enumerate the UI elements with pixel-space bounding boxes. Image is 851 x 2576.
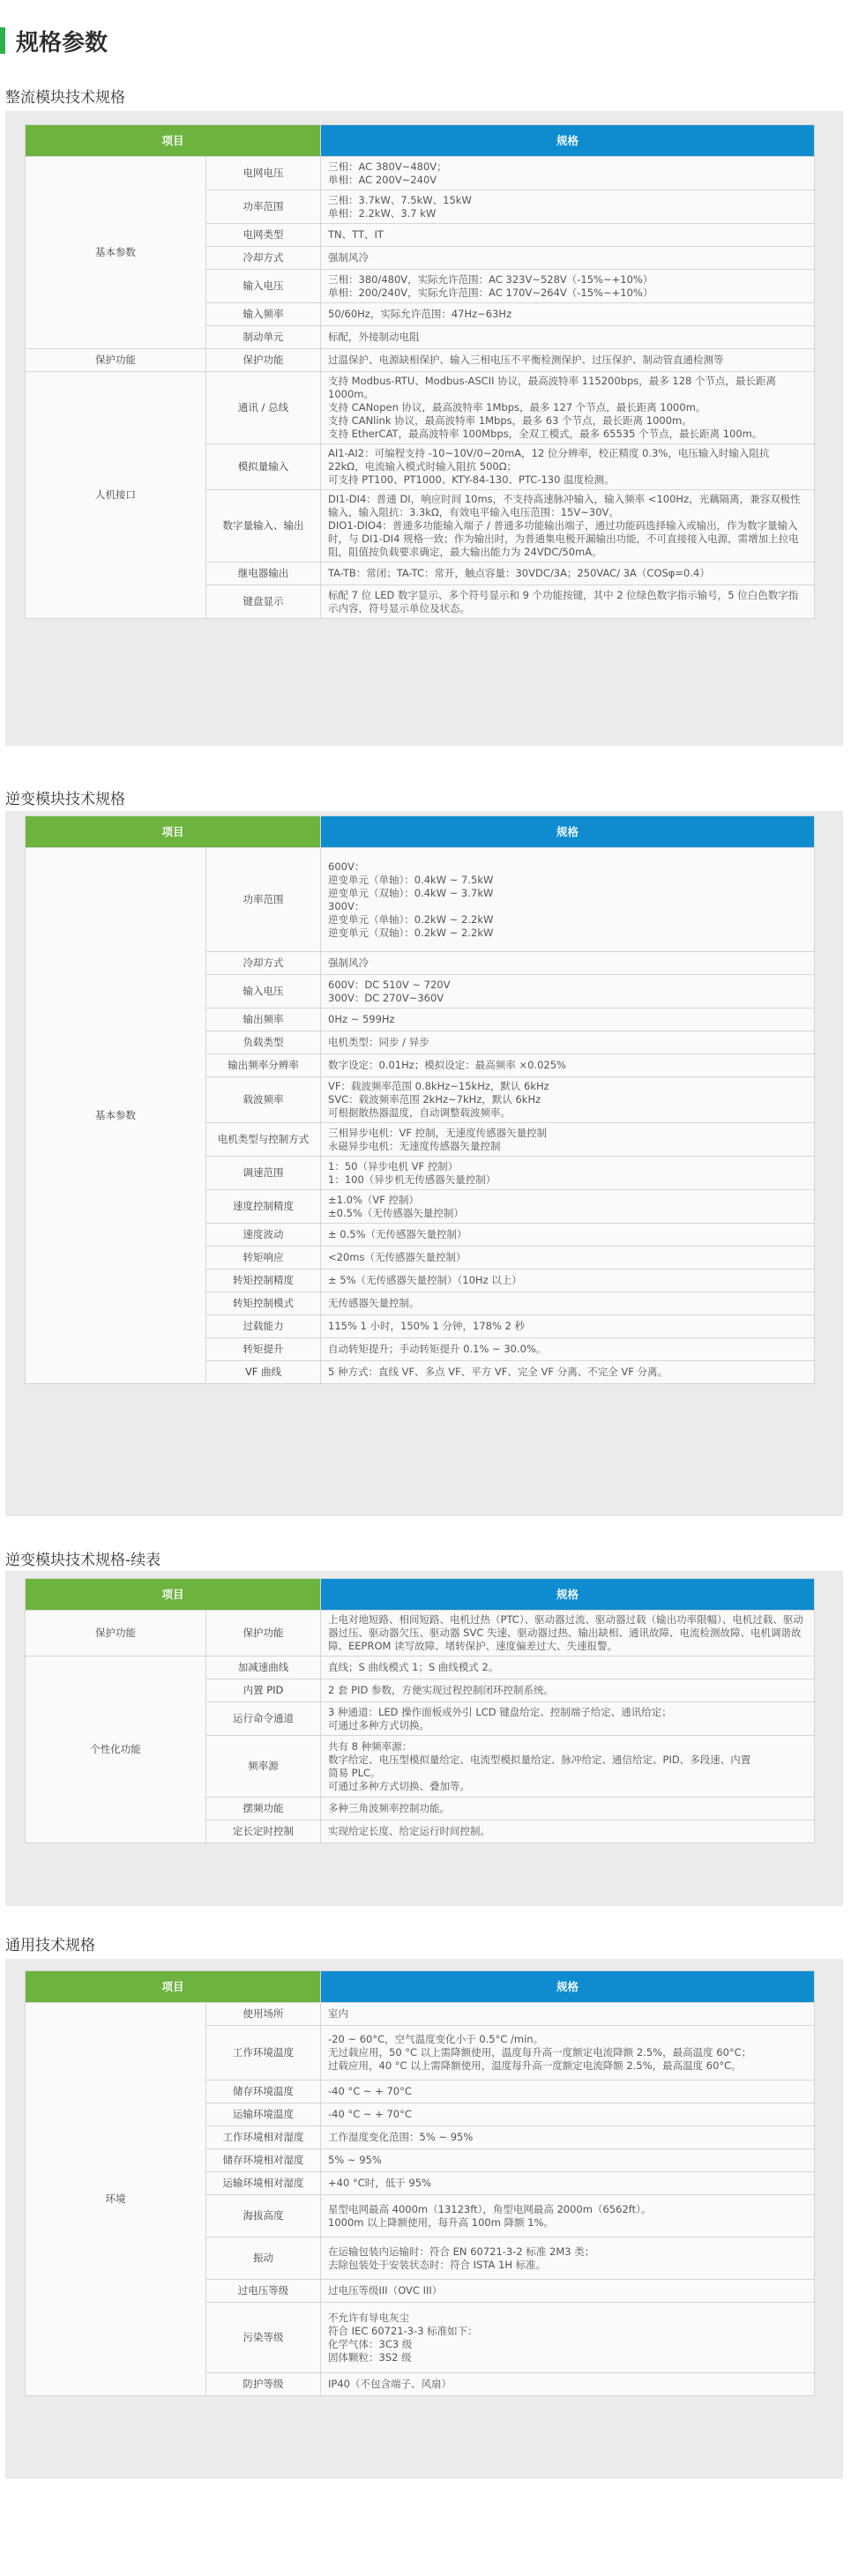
row-spec: ±1.0%（VF 控制） ±0.5%（无传感器矢量控制） <box>321 1190 815 1224</box>
table-row <box>26 349 815 372</box>
header-spec: 规格 <box>321 1579 815 1611</box>
row-item: 海拔高度 <box>206 2195 321 2237</box>
section-title-inverter: 逆变模块技术规格 <box>5 791 125 808</box>
row-item: 转矩控制精度 <box>206 1269 321 1292</box>
row-spec: 室内 <box>321 2003 815 2026</box>
table-header-row <box>26 1579 815 1611</box>
row-item: 通讯 / 总线 <box>206 372 321 444</box>
row-item: 输入频率 <box>206 303 321 326</box>
table-header-row <box>26 816 815 848</box>
group-label: 环境 <box>26 2003 206 2396</box>
group-label: 基本参数 <box>26 157 206 349</box>
row-item: 速度波动 <box>206 1224 321 1247</box>
row-item: 冷却方式 <box>206 952 321 975</box>
row-spec: <20ms（无传感器矢量控制） <box>321 1247 815 1269</box>
row-item: 工作环境温度 <box>206 2026 321 2081</box>
row-spec: 2 套 PID 参数，方便实现过程控制闭环控制系统。 <box>321 1679 815 1702</box>
header-item: 项目 <box>26 1971 321 2003</box>
row-spec: -40 °C ~ + 70°C <box>321 2081 815 2103</box>
row-spec: VF：载波频率范围 0.8kHz~15kHz，默认 6kHz SVC：载波频率范围 2kHz~7kHz，默认 6kHz 可根据散热器温度，自动调整载波频率。 <box>321 1077 815 1123</box>
row-spec: +40 °C时，低于 95% <box>321 2172 815 2195</box>
row-spec: 电机类型：同步 / 异步 <box>321 1031 815 1054</box>
row-spec: IP40（不包含端子、风扇） <box>321 2373 815 2396</box>
row-item: 使用场所 <box>206 2003 321 2026</box>
group-label: 个性化功能 <box>26 1657 206 1843</box>
row-spec: 不允许有导电灰尘 符合 IEC 60721-3-3 标准如下： 化学气体：3C3 级 固体颗粒：3S2 级 <box>321 2303 815 2373</box>
row-spec: 数字设定：0.01Hz；模拟设定：最高频率 ×0.025% <box>321 1054 815 1077</box>
row-item: 防护等级 <box>206 2373 321 2396</box>
row-spec: 工作湿度变化范围：5% ~ 95% <box>321 2126 815 2149</box>
row-item: 工作环境相对湿度 <box>206 2126 321 2149</box>
row-item: 转矩提升 <box>206 1338 321 1361</box>
row-item: 运行命令通道 <box>206 1702 321 1736</box>
row-spec: 三相：AC 380V~480V； 单相：AC 200V~240V <box>321 157 815 190</box>
group-label: 保护功能 <box>26 1611 206 1657</box>
row-item: 运输环境相对湿度 <box>206 2172 321 2195</box>
row-item: 储存环境相对湿度 <box>206 2149 321 2172</box>
row-item: 继电器输出 <box>206 562 321 585</box>
section-title-general: 通用技术规格 <box>5 1937 95 1954</box>
row-item: 加减速曲线 <box>206 1657 321 1679</box>
table-row <box>26 157 815 190</box>
header-item: 项目 <box>26 816 321 848</box>
row-spec: 上电对地短路、相间短路、电机过热（PTC）、驱动器过流、驱动器过载（输出功率限幅）、电机过载、驱动器过压、驱动器欠压、驱动器 SVC 失速、驱动器过热、输出缺相、通讯故障、电流检测故障、电机调谐故障、EEPROM 读写故障、堵转保护、速度偏差过大、失速报警。 <box>321 1611 815 1657</box>
row-item: 频率源 <box>206 1736 321 1798</box>
row-item: 保护功能 <box>206 1611 321 1657</box>
page-title <box>0 25 108 56</box>
row-item: 负载类型 <box>206 1031 321 1054</box>
row-spec: 多种三角波频率控制功能。 <box>321 1798 815 1820</box>
row-spec: 115% 1 小时，150% 1 分钟，178% 2 秒 <box>321 1315 815 1338</box>
row-spec: 三相：380/480V，实际允许范围：AC 323V~528V（-15%~+10%） 单相：200/240V，实际允许范围：AC 170V~264V（-15%~+10%） <box>321 270 815 303</box>
row-item: VF 曲线 <box>206 1361 321 1384</box>
row-item: 转矩控制模式 <box>206 1292 321 1315</box>
row-spec: ± 5%（无传感器矢量控制）（10Hz 以上） <box>321 1269 815 1292</box>
row-item: 保护功能 <box>206 349 321 372</box>
row-spec: 过电压等级III（OVC III） <box>321 2280 815 2303</box>
row-item: 输入电压 <box>206 975 321 1009</box>
row-item: 输出频率分辨率 <box>206 1054 321 1077</box>
row-item: 内置 PID <box>206 1679 321 1702</box>
rectifier-spec-table <box>25 124 815 619</box>
row-spec: 过温保护、电源缺相保护、输入三相电压不平衡检测保护、过压保护、制动管直通检测等 <box>321 349 815 372</box>
header-item: 项目 <box>26 125 321 157</box>
table-header-row <box>26 1971 815 2003</box>
group-label: 人机接口 <box>26 372 206 619</box>
row-spec: 强制风冷 <box>321 247 815 270</box>
row-item: 键盘显示 <box>206 585 321 619</box>
general-spec-table <box>25 1970 815 2396</box>
row-item: 振动 <box>206 2237 321 2280</box>
table-row <box>26 848 815 952</box>
row-spec: 1：50（异步电机 VF 控制） 1：100（异步机无传感器矢量控制） <box>321 1157 815 1190</box>
row-spec: 50/60Hz，实际允许范围：47Hz~63Hz <box>321 303 815 326</box>
table-row <box>26 1657 815 1679</box>
row-spec: 共有 8 种频率源： 数字给定、电压型模拟量给定、电流型模拟量给定、脉冲给定、通信给定、PID、多段速、内置 简易 PLC。 可通过多种方式切换、叠加等。 <box>321 1736 815 1798</box>
row-item: 储存环境温度 <box>206 2081 321 2103</box>
row-spec: 3 种通道：LED 操作面板或外引 LCD 键盘给定、控制端子给定、通讯给定； 可通过多种方式切换。 <box>321 1702 815 1736</box>
row-item: 输出频率 <box>206 1009 321 1031</box>
inverter-continued-spec-table <box>25 1578 815 1843</box>
page-title-text: 规格参数 <box>16 29 108 56</box>
header-item: 项目 <box>26 1579 321 1611</box>
row-spec: TN、TT、IT <box>321 224 815 247</box>
row-item: 数字量输入、输出 <box>206 490 321 562</box>
row-spec: 三相：3.7kW、7.5kW、15kW 单相：2.2kW、3.7 kW <box>321 190 815 224</box>
row-spec: 三相异步电机：VF 控制，无速度传感器矢量控制 永磁异步电机：无速度传感器矢量控制 <box>321 1123 815 1157</box>
row-item: 电网电压 <box>206 157 321 190</box>
row-item: 调速范围 <box>206 1157 321 1190</box>
section-title-inverter-continued: 逆变模块技术规格-续表 <box>5 1552 161 1569</box>
row-spec: DI1-DI4：普通 DI，响应时间 10ms，不支持高速脉冲输入，输入频率 <100Hz，光藕隔离，兼容双极性输入，输入阻抗：3.3kΩ，有效电平输入电压范围：15V~30V。 DIO1-DIO4：普通多功能输入端子 / 普通多功能输出端子，通过功能码选择输入或输出，作为数字量输入时，与 DI1-DI4 规格一致；作为输出时，为普通集电极开漏输出功能，不可直接接入电源，需增加上拉电阻，阻值按负载要求确定，最大输出能力为 24VDC/50mA。 <box>321 490 815 562</box>
row-spec: 自动转矩提升；手动转矩提升 0.1% ~ 30.0%。 <box>321 1338 815 1361</box>
row-item: 污染等级 <box>206 2303 321 2373</box>
header-spec: 规格 <box>321 1971 815 2003</box>
row-item: 制动单元 <box>206 326 321 349</box>
row-spec: ± 0.5%（无传感器矢量控制） <box>321 1224 815 1247</box>
row-spec: TA-TB：常闭；TA-TC：常开，触点容量：30VDC/3A；250VAC/ 3A（COSφ=0.4） <box>321 562 815 585</box>
header-spec: 规格 <box>321 125 815 157</box>
row-item: 电网类型 <box>206 224 321 247</box>
row-item: 运输环境温度 <box>206 2103 321 2126</box>
row-item: 功率范围 <box>206 848 321 952</box>
row-spec: 标配 7 位 LED 数字显示、多个符号显示和 9 个功能按键，其中 2 位绿色数字指示输号，5 位白色数字指示内容，符号显示单位及状态。 <box>321 585 815 619</box>
header-spec: 规格 <box>321 816 815 848</box>
row-item: 过电压等级 <box>206 2280 321 2303</box>
row-spec: 实现给定长度、给定运行时间控制。 <box>321 1820 815 1843</box>
row-item: 过载能力 <box>206 1315 321 1338</box>
row-spec: 支持 Modbus-RTU、Modbus-ASCII 协议，最高波特率 115200bps，最多 128 个节点，最长距离 1000m。 支持 CANopen 协议，最高波特率 1Mbps，最多 127 个节点，最长距离 1000m。 支持 CANlink 协议，最高波特率 1Mbps，最多 63 个节点，最长距离 1000m。 支持 EtherCAT，最高波特率 100Mbps，全双工模式，最多 65535 个节点，最长距离 100m。 <box>321 372 815 444</box>
row-item: 转矩响应 <box>206 1247 321 1269</box>
row-item: 输入电压 <box>206 270 321 303</box>
row-spec: 600V： 逆变单元（单轴）：0.4kW ~ 7.5kW 逆变单元（双轴）：0.4kW ~ 3.7kW 300V： 逆变单元（单轴）：0.2kW ~ 2.2kW 逆变单元（双轴）：0.2kW ~ 2.2kW <box>321 848 815 952</box>
row-spec: 星型电网最高 4000m（13123ft），角型电网最高 2000m（6562ft）。 1000m 以上降额使用，每升高 100m 降额 1%。 <box>321 2195 815 2237</box>
table-row <box>26 372 815 444</box>
row-item: 速度控制精度 <box>206 1190 321 1224</box>
row-spec: 5 种方式：直线 VF、多点 VF、平方 VF、完全 VF 分离、不完全 VF 分离。 <box>321 1361 815 1384</box>
row-item: 模拟量输入 <box>206 444 321 490</box>
row-spec: 在运输包装内运输时：符合 EN 60721-3-2 标准 2M3 类； 去除包装处于安装状态时：符合 ISTA 1H 标准。 <box>321 2237 815 2280</box>
row-spec: AI1-AI2：可编程支持 -10~10V/0~20mA，12 位分辨率，校正精度 0.3%，电压输入时输入阻抗 22kΩ，电流输入模式时输入阻抗 500Ω； 可支持 PT100、PT1000、KTY-84-130、PTC-130 温度检测。 <box>321 444 815 490</box>
row-spec: -40 °C ~ + 70°C <box>321 2103 815 2126</box>
row-item: 定长定时控制 <box>206 1820 321 1843</box>
group-label: 基本参数 <box>26 848 206 1384</box>
row-spec: -20 ~ 60°C，空气温度变化小于 0.5°C /min。 无过载应用，50 °C 以上需降额使用，温度每升高一度额定电流降额 2.5%，最高温度 60°C； 过载应用，40 °C 以上需降额使用，温度每升高一度额定电流降额 2.5%，最高温度 60°C。 <box>321 2026 815 2081</box>
row-spec: 600V：DC 510V ~ 720V 300V：DC 270V~360V <box>321 975 815 1009</box>
inverter-spec-table <box>25 815 815 1384</box>
group-label: 保护功能 <box>26 349 206 372</box>
row-spec: 标配，外接制动电阻 <box>321 326 815 349</box>
table-row <box>26 2003 815 2026</box>
row-item: 冷却方式 <box>206 247 321 270</box>
table-row <box>26 1611 815 1657</box>
row-item: 载波频率 <box>206 1077 321 1123</box>
row-spec: 无传感器矢量控制。 <box>321 1292 815 1315</box>
row-spec: 0Hz ~ 599Hz <box>321 1009 815 1031</box>
row-item: 摆频功能 <box>206 1798 321 1820</box>
row-item: 功率范围 <box>206 190 321 224</box>
row-spec: 直线；S 曲线模式 1；S 曲线模式 2。 <box>321 1657 815 1679</box>
row-item: 电机类型与控制方式 <box>206 1123 321 1157</box>
section-title-rectifier: 整流模块技术规格 <box>5 89 125 107</box>
row-spec: 强制风冷 <box>321 952 815 975</box>
title-accent-bar <box>0 27 5 54</box>
table-header-row <box>26 125 815 157</box>
row-spec: 5% ~ 95% <box>321 2149 815 2172</box>
